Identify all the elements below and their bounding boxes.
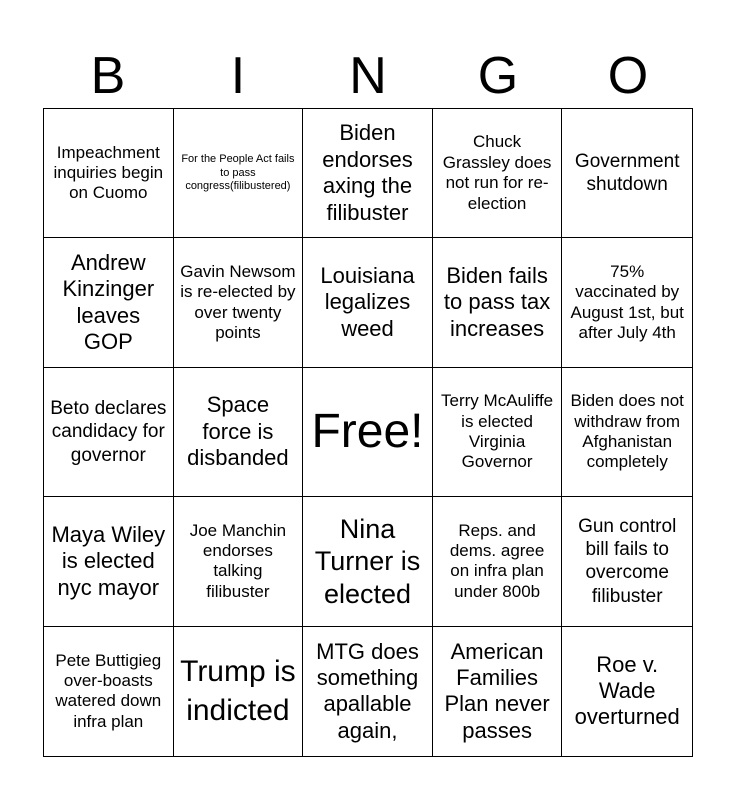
bingo-cell: Joe Manchin endorses talking filibuster xyxy=(174,497,304,626)
bingo-cell: Terry McAuliffe is elected Virginia Governor xyxy=(433,368,563,497)
bingo-cell: Reps. and dems. agree on infra plan under 800b xyxy=(433,497,563,626)
bingo-cell: Government shutdown xyxy=(562,109,692,238)
bingo-cell: American Families Plan never passes xyxy=(433,627,563,756)
bingo-board xyxy=(43,108,693,757)
bingo-cell: Roe v. Wade overturned xyxy=(574,651,680,730)
header-letter-i: I xyxy=(230,47,246,105)
bingo-cell: Andrew Kinzinger leaves GOP xyxy=(44,238,174,367)
bingo-cell: Biden does not withdraw from Afghanistan completely xyxy=(562,368,692,497)
bingo-cell: Beto declares candidacy for governor xyxy=(44,368,174,497)
bingo-cell: Gavin Newsom is re-elected by over twenty points xyxy=(174,238,304,367)
bingo-cell: Biden endorses axing the filibuster xyxy=(303,109,433,238)
bingo-cell: Gun control bill fails to overcome filibuster xyxy=(562,497,692,626)
header-letter-o: O xyxy=(607,47,649,105)
free-space: Free! xyxy=(303,368,433,497)
bingo-cell: Space force is disbanded xyxy=(174,368,304,497)
bingo-cell: 75% vaccinated by August 1st, but after July 4th xyxy=(562,238,692,367)
bingo-cell: Nina Turner is elected xyxy=(303,497,433,626)
bingo-cell: Maya Wiley is elected nyc mayor xyxy=(44,497,174,626)
bingo-cell: Impeachment inquiries begin on Cuomo xyxy=(44,109,174,238)
bingo-header xyxy=(43,40,693,108)
header-letter-b: B xyxy=(90,47,126,105)
bingo-cell: MTG does something apallable again, xyxy=(303,627,433,756)
bingo-cell: For the People Act fails to pass congress(filibustered) xyxy=(174,109,304,238)
bingo-cell: Louisiana legalizes weed xyxy=(303,238,433,367)
header-letter-g: G xyxy=(477,47,519,105)
header-letter-n: N xyxy=(349,47,387,105)
bingo-cell: Trump is indicted xyxy=(174,627,304,756)
bingo-cell: Biden fails to pass tax increases xyxy=(433,238,563,367)
bingo-cell: Chuck Grassley does not run for re-election xyxy=(433,109,563,238)
bingo-cell: Pete Buttigieg over-boasts watered down infra plan xyxy=(44,627,174,756)
